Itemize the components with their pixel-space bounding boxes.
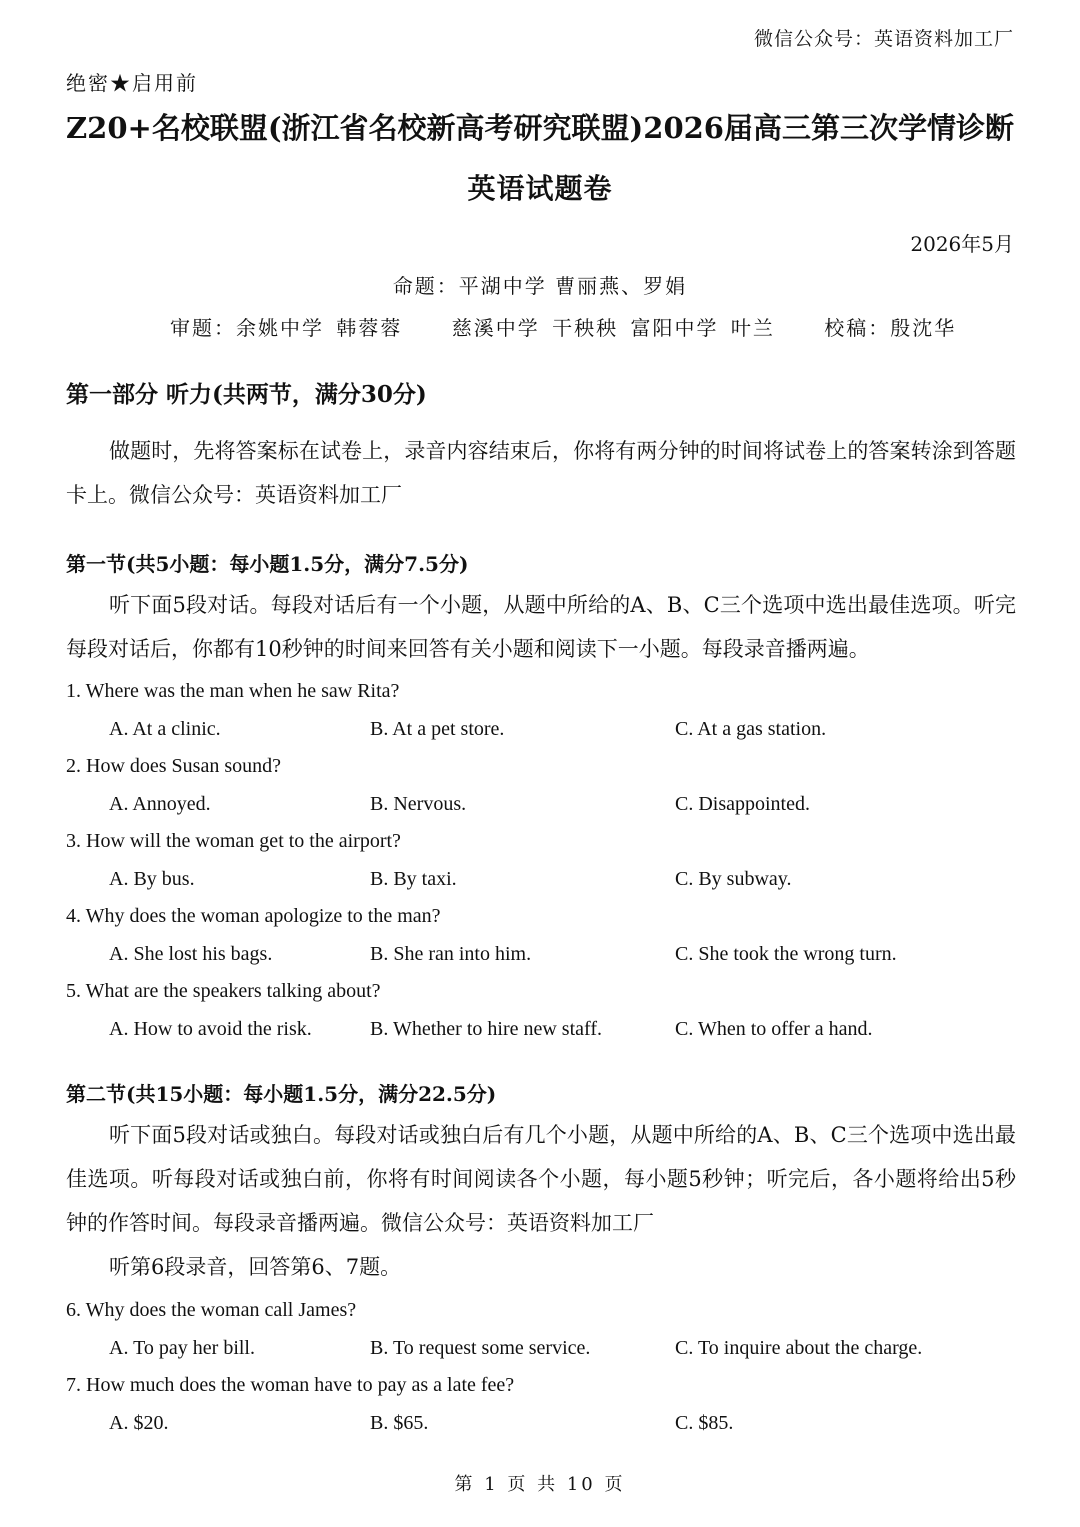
q6-option-a: A. To pay her bill. (109, 1337, 255, 1359)
reviewers-line: 审题：余姚中学 韩蓉蓉 慈溪中学 干秧秧 富阳中学 叶兰 校稿：殷沈华 (170, 316, 957, 340)
part1-instruction: 做题时，先将答案标在试卷上，录音内容结束后，你将有两分钟的时间将试卷上的答案转涂到答题卡上。微信公众号：英语资料加工厂 (66, 439, 1016, 507)
q4-option-a: A. She lost his bags. (109, 943, 273, 965)
authors-line: 命题：平湖中学 曹丽燕、罗娟 (392, 274, 688, 298)
question-6: 6. Why does the woman call James? (66, 1299, 357, 1321)
question-1: 1. Where was the man when he saw Rita? (66, 680, 400, 702)
q3-option-c: C. By subway. (675, 868, 792, 890)
question-3: 3. How will the woman get to the airport? (66, 830, 401, 852)
question-5: 5. What are the speakers talking about? (66, 980, 381, 1002)
q1-option-c: C. At a gas station. (675, 718, 827, 740)
confidential-label: 绝密★启用前 (66, 71, 198, 95)
section2-sub-instruction: 听第6段录音，回答第6、7题。 (109, 1255, 402, 1279)
q1-option-b: B. At a pet store. (370, 718, 505, 740)
exam-subtitle: 英语试题卷 (467, 172, 613, 205)
q5-option-c: C. When to offer a hand. (675, 1018, 873, 1040)
q2-option-a: A. Annoyed. (109, 793, 211, 815)
q7-option-b: B. $65. (370, 1412, 429, 1434)
q7-option-c: C. $85. (675, 1412, 734, 1434)
q5-option-a: A. How to avoid the risk. (109, 1018, 312, 1040)
part1-title: 第一部分 听力(共两节，满分30分) (66, 381, 427, 408)
q6-option-c: C. To inquire about the charge. (675, 1337, 923, 1359)
section1-title: 第一节(共5小题：每小题1.5分，满分7.5分) (66, 552, 469, 576)
exam-date: 2026年5月 (910, 232, 1014, 256)
wechat-header: 微信公众号：英语资料加工厂 (753, 28, 1014, 50)
section1-instruction: 听下面5段对话。每段对话后有一个小题，从题中所给的A、B、C三个选项中选出最佳选项。听完每段对话后，你都有10秒钟的时间来回答有关小题和阅读下一小题。每段录音播两遍。 (66, 593, 1016, 661)
q5-option-b: B. Whether to hire new staff. (370, 1018, 602, 1040)
q2-option-b: B. Nervous. (370, 793, 467, 815)
q4-option-b: B. She ran into him. (370, 943, 532, 965)
section2-instruction: 听下面5段对话或独白。每段对话或独白后有几个小题，从题中所给的A、B、C三个选项中选出最佳选项。听每段对话或独白前，你将有时间阅读各个小题，每小题5秒钟；听完后，各小题将给出5秒钟的作答时间。每段录音播两遍。微信公众号：英语资料加工厂 (66, 1123, 1016, 1235)
exam-title: Z20+名校联盟(浙江省名校新高考研究联盟)2026届高三第三次学情诊断 (66, 111, 1014, 145)
question-2: 2. How does Susan sound? (66, 755, 281, 777)
q4-option-c: C. She took the wrong turn. (675, 943, 897, 965)
q2-option-c: C. Disappointed. (675, 793, 810, 815)
question-7: 7. How much does the woman have to pay as a late fee? (66, 1374, 515, 1396)
section2-title: 第二节(共15小题：每小题1.5分，满分22.5分) (66, 1082, 497, 1106)
q3-option-a: A. By bus. (109, 868, 195, 890)
q7-option-a: A. $20. (109, 1412, 169, 1434)
q3-option-b: B. By taxi. (370, 868, 457, 890)
q6-option-b: B. To request some service. (370, 1337, 591, 1359)
q1-option-a: A. At a clinic. (109, 718, 221, 740)
question-4: 4. Why does the woman apologize to the man? (66, 905, 441, 927)
page-number: 第 1 页 共 10 页 (454, 1474, 626, 1495)
